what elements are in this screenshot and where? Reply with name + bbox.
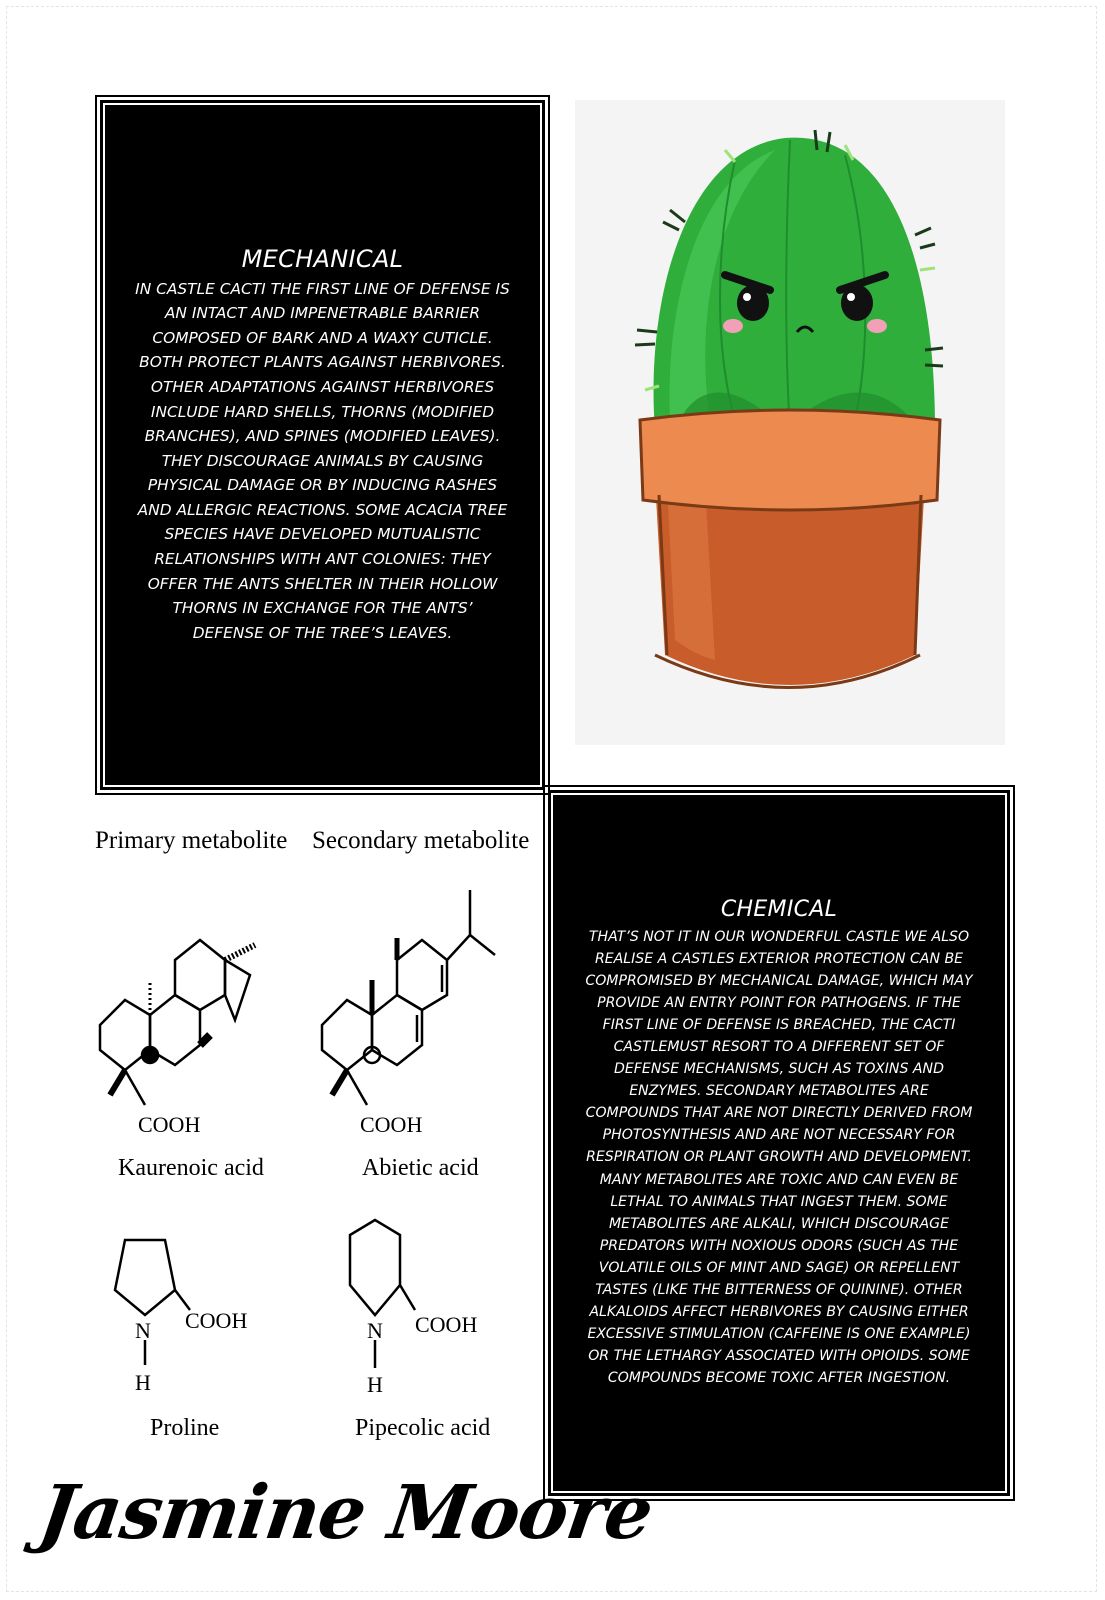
proline-h: H (135, 1370, 151, 1395)
angry-cactus-illustration (575, 100, 1005, 745)
mechanical-panel-inner (103, 103, 542, 787)
mechanical-panel (100, 100, 545, 790)
chemical-title: CHEMICAL (720, 896, 838, 922)
secondary-heading: Secondary metabolite (312, 827, 530, 854)
chemical-panel (548, 790, 1010, 1496)
proline-cooh: COOH (185, 1308, 248, 1333)
pipecolic-acid-structure (350, 1220, 415, 1368)
chemical-panel-inner (551, 793, 1007, 1493)
primary-heading: Primary metabolite (95, 827, 288, 854)
metabolite-structures-figure (90, 820, 530, 1470)
pipecolic-label: Pipecolic acid (355, 1415, 491, 1441)
kaurenoic-cooh: COOH (138, 1112, 201, 1137)
proline-structure (115, 1240, 190, 1365)
abietic-label: Abietic acid (362, 1155, 479, 1181)
abietic-acid-structure (322, 890, 495, 1105)
mechanical-title: MECHANICAL (241, 244, 404, 273)
kaurenoic-acid-structure (100, 940, 255, 1105)
mechanical-body: IN CASTLE CACTI THE FIRST LINE OF DEFENSE IS AN INTACT AND IMPENETRABLE BARRIER COMPOSED OF BARK AND A WAXY CUTICLE. BOTH PROTECT PLANTS AGAINST HERBIVORES. OTHER ADAPTATIONS AGAINST HERBIVORES INCLUDE HARD SHELLS, THORNS (MODIFIED BRANCHES), AND SPINES (MODIFIED LEAVES). THEY DISCOURAGE ANIMALS BY CAUSING PHYSICAL DAMAGE OR BY INDUCING RASHES AND ALLERGIC REACTIONS. SOME ACACIA TREE SPECIES HAVE DEVELOPED MUTUALISTIC RELATIONSHIPS WITH ANT COLONIES: THEY OFFER THE ANTS SHELTER IN THEIR HOLLOW THORNS IN EXCHANGE FOR THE ANTS’ DEFENSE OF THE TREE’S LEAVES. (135, 279, 510, 642)
pipecolic-cooh: COOH (415, 1312, 478, 1337)
proline-n: N (135, 1318, 151, 1343)
pipecolic-h: H (367, 1372, 383, 1397)
chemical-body: THAT’S NOT IT IN OUR WONDERFUL CASTLE WE ALSO REALISE A CASTLES EXTERIOR PROTECTION CAN BE COMPROMISED BY MECHANICAL DAMAGE, WHICH MAY PROVIDE AN ENTRY POINT FOR PATHOGENS. IF THE FIRST LINE OF DEFENSE IS BREACHED, THE CACTI CASTLEMUST RESORT TO A DIFFERENT SET OF DEFENSE MECHANISMS, SUCH AS TOXINS AND ENZYMES. SECONDARY METABOLITES ARE COMPOUNDS THAT ARE NOT DIRECTLY DERIVED FROM PHOTOSYNTHESIS AND ARE NOT NECESSARY FOR RESPIRATION OR PLANT GROWTH AND DEVELOPMENT. MANY METABOLITES ARE TOXIC AND CAN EVEN BE LETHAL TO ANIMALS THAT INGEST THEM. SOME METABOLITES ARE ALKALI, WHICH DISCOURAGE PREDATORS WITH NOXIOUS ODORS (SUCH AS THE VOLATILE OILS OF MINT AND SAGE) OR REPELLENT TASTES (LIKE THE BITTERNESS OF QUININE). OTHER ALKALOIDS AFFECT HERBIVORES BY CAUSING EITHER EXCESSIVE STIMULATION (CAFFEINE IS ONE EXAMPLE) OR THE LETHARGY ASSOCIATED WITH OPIOIDS. SOME COMPOUNDS BECOME TOXIC AFTER INGESTION. (585, 928, 973, 1387)
author-signature: Jasmine Moore (33, 1470, 658, 1556)
pipecolic-n: N (367, 1318, 383, 1343)
abietic-cooh: COOH (360, 1112, 423, 1137)
kaurenoic-label: Kaurenoic acid (118, 1155, 264, 1181)
proline-label: Proline (150, 1415, 220, 1441)
